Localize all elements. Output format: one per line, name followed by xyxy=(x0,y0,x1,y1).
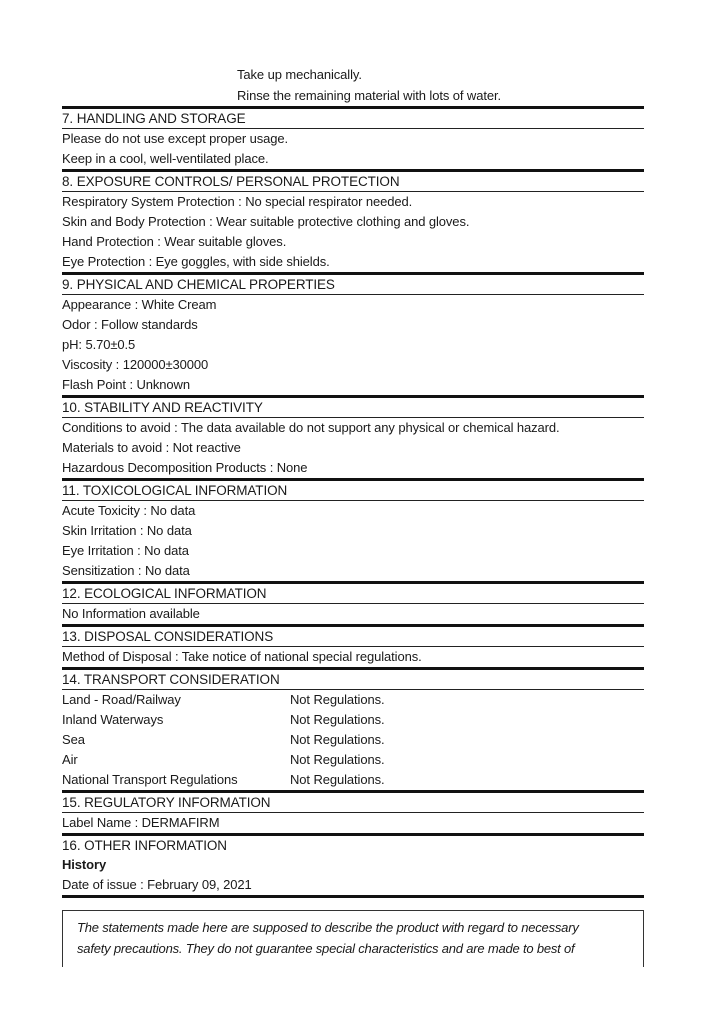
transport-value: Not Regulations. xyxy=(290,772,385,787)
body-line: Hazardous Decomposition Products : None xyxy=(62,460,308,475)
section-title-physical-chemical: 9. PHYSICAL AND CHEMICAL PROPERTIES xyxy=(62,277,335,292)
body-line: Materials to avoid : Not reactive xyxy=(62,440,241,455)
body-line: Flash Point : Unknown xyxy=(62,377,190,392)
transport-label: Land - Road/Railway xyxy=(62,692,181,707)
disclaimer-box xyxy=(62,910,644,967)
body-line: Hand Protection : Wear suitable gloves. xyxy=(62,234,287,249)
transport-label: Inland Waterways xyxy=(62,712,164,727)
body-line: Label Name : DERMAFIRM xyxy=(62,815,220,830)
document-content xyxy=(62,64,644,967)
transport-value: Not Regulations. xyxy=(290,732,385,747)
body-line: No Information available xyxy=(62,606,200,621)
transport-value: Not Regulations. xyxy=(290,752,385,767)
body-line: Eye Protection : Eye goggles, with side shields. xyxy=(62,254,330,269)
body-line: pH: 5.70±0.5 xyxy=(62,337,136,352)
body-line: Keep in a cool, well-ventilated place. xyxy=(62,151,269,166)
section-title-regulatory: 15. REGULATORY INFORMATION xyxy=(62,795,271,810)
section-title-toxicological: 11. TOXICOLOGICAL INFORMATION xyxy=(62,483,288,498)
transport-label: Sea xyxy=(62,732,85,747)
body-line: Sensitization : No data xyxy=(62,563,190,578)
transport-row xyxy=(62,770,644,790)
transport-row xyxy=(62,710,644,730)
transport-value: Not Regulations. xyxy=(290,712,385,727)
section-title-transport: 14. TRANSPORT CONSIDERATION xyxy=(62,672,280,687)
transport-row xyxy=(62,750,644,770)
section-title-ecological: 12. ECOLOGICAL INFORMATION xyxy=(62,586,267,601)
body-line: Please do not use except proper usage. xyxy=(62,131,289,146)
section-title-stability-reactivity: 10. STABILITY AND REACTIVITY xyxy=(62,400,263,415)
section-title-disposal: 13. DISPOSAL CONSIDERATIONS xyxy=(62,629,274,644)
body-line: Appearance : White Cream xyxy=(62,297,217,312)
body-line: Acute Toxicity : No data xyxy=(62,503,196,518)
disclaimer-line: safety precautions. They do not guarantee special characteristics and are made to best of xyxy=(77,941,575,956)
body-line: Skin Irritation : No data xyxy=(62,523,192,538)
disclaimer-line: The statements made here are supposed to describe the product with regard to necessary xyxy=(77,920,579,935)
transport-value: Not Regulations. xyxy=(290,692,385,707)
body-line: Method of Disposal : Take notice of national special regulations. xyxy=(62,649,422,664)
section-divider xyxy=(62,895,644,898)
body-line: Viscosity : 120000±30000 xyxy=(62,357,209,372)
body-line: Date of issue : February 09, 2021 xyxy=(62,877,252,892)
transport-row xyxy=(62,690,644,710)
history-subheading: History xyxy=(62,857,107,872)
body-line: Conditions to avoid : The data available do not support any physical or chemical hazard. xyxy=(62,420,560,435)
intro-line: Rinse the remaining material with lots of water. xyxy=(237,88,501,103)
body-line: Skin and Body Protection : Wear suitable protective clothing and gloves. xyxy=(62,214,470,229)
transport-label: National Transport Regulations xyxy=(62,772,238,787)
transport-row xyxy=(62,730,644,750)
body-line: Respiratory System Protection : No special respirator needed. xyxy=(62,194,413,209)
body-line: Odor : Follow standards xyxy=(62,317,198,332)
body-line: Eye Irritation : No data xyxy=(62,543,189,558)
section-title-other-information: 16. OTHER INFORMATION xyxy=(62,838,227,853)
section-title-exposure-controls: 8. EXPOSURE CONTROLS/ PERSONAL PROTECTION xyxy=(62,174,400,189)
section-title-handling-storage: 7. HANDLING AND STORAGE xyxy=(62,111,246,126)
intro-line: Take up mechanically. xyxy=(237,67,362,82)
transport-label: Air xyxy=(62,752,78,767)
